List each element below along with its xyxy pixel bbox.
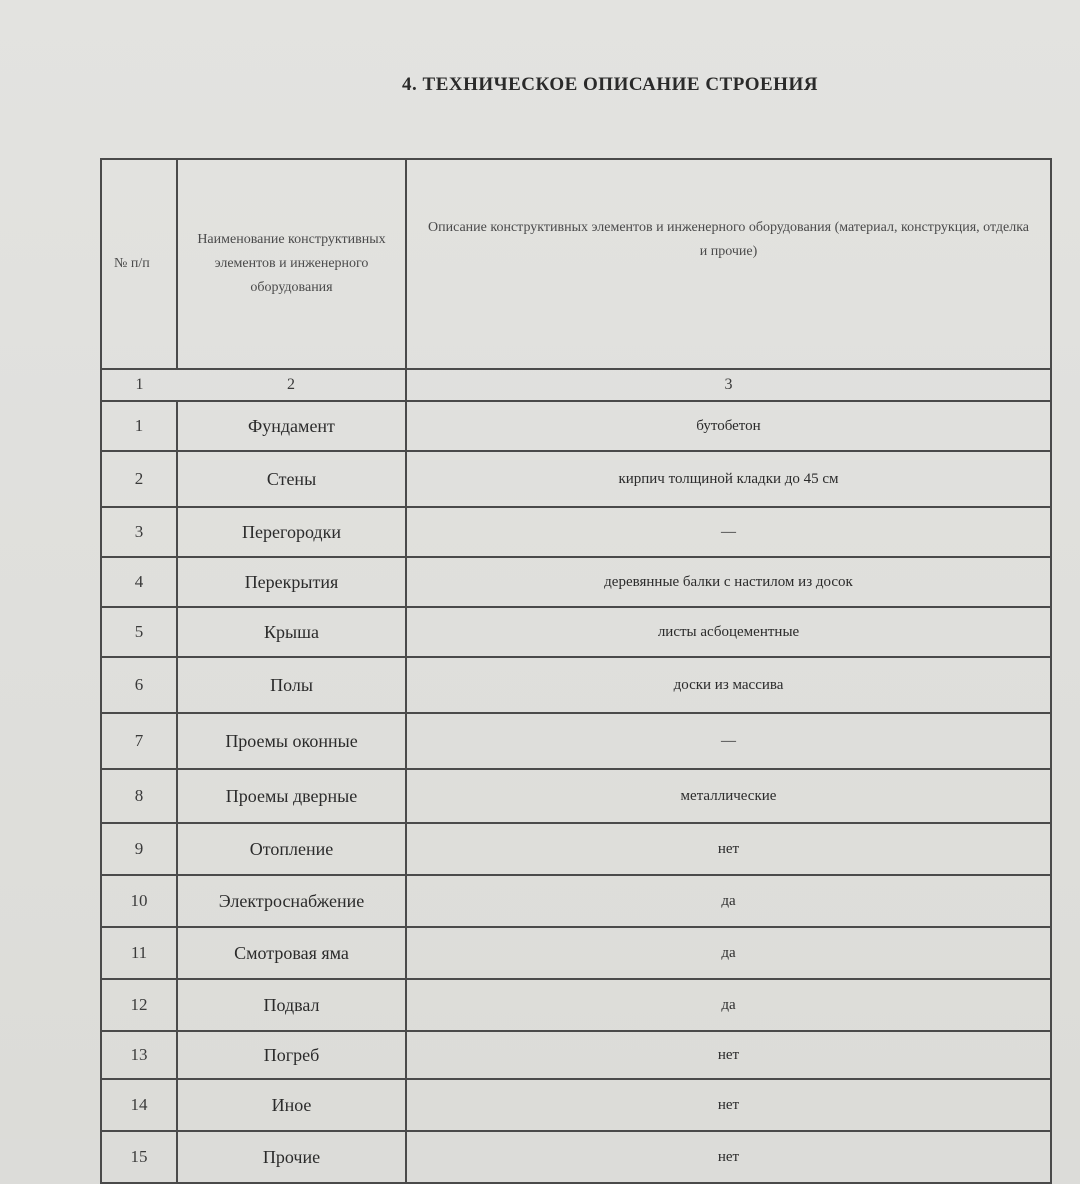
element-name: Перекрытия <box>177 557 406 607</box>
header-number: № п/п <box>101 159 177 369</box>
table-row <box>101 823 1051 875</box>
row-number: 4 <box>101 557 177 607</box>
element-name: Подвал <box>177 979 406 1031</box>
element-name: Стены <box>177 451 406 507</box>
row-number: 9 <box>101 823 177 875</box>
element-name: Проемы оконные <box>177 713 406 769</box>
header-element-name: Наименование конструктивных элементов и инженерного оборудования <box>177 159 406 369</box>
element-description: нет <box>406 1031 1051 1079</box>
table-row <box>101 401 1051 451</box>
element-name: Крыша <box>177 607 406 657</box>
element-name: Прочие <box>177 1131 406 1183</box>
table-row <box>101 1031 1051 1079</box>
element-description: да <box>406 927 1051 979</box>
row-number: 7 <box>101 713 177 769</box>
table-row <box>101 557 1051 607</box>
table-row <box>101 769 1051 823</box>
element-name: Смотровая яма <box>177 927 406 979</box>
table-row <box>101 927 1051 979</box>
row-number: 6 <box>101 657 177 713</box>
element-description: да <box>406 979 1051 1031</box>
table-header-row <box>101 159 1051 369</box>
element-name: Проемы дверные <box>177 769 406 823</box>
table-row <box>101 607 1051 657</box>
row-number: 8 <box>101 769 177 823</box>
table-row <box>101 875 1051 927</box>
column-number: 3 <box>406 369 1051 401</box>
element-description: металлические <box>406 769 1051 823</box>
row-number: 13 <box>101 1031 177 1079</box>
table-row <box>101 713 1051 769</box>
row-number: 14 <box>101 1079 177 1131</box>
element-description: деревянные балки с настилом из досок <box>406 557 1051 607</box>
table-row <box>101 979 1051 1031</box>
row-number: 3 <box>101 507 177 557</box>
row-number: 5 <box>101 607 177 657</box>
element-description: — <box>406 713 1051 769</box>
table-row <box>101 657 1051 713</box>
column-number: 2 <box>177 369 406 401</box>
row-number: 12 <box>101 979 177 1031</box>
element-description: доски из массива <box>406 657 1051 713</box>
element-name: Электроснабжение <box>177 875 406 927</box>
element-name: Иное <box>177 1079 406 1131</box>
element-description: нет <box>406 1131 1051 1183</box>
row-number: 1 <box>101 401 177 451</box>
element-name: Погреб <box>177 1031 406 1079</box>
element-name: Отопление <box>177 823 406 875</box>
table-row <box>101 451 1051 507</box>
element-description: кирпич толщиной кладки до 45 см <box>406 451 1051 507</box>
column-number: 1 <box>101 369 177 401</box>
technical-description-table <box>100 158 1052 1184</box>
table-row <box>101 1079 1051 1131</box>
column-numbers-row <box>101 369 1051 401</box>
element-description: — <box>406 507 1051 557</box>
row-number: 2 <box>101 451 177 507</box>
header-element-description: Описание конструктивных элементов и инженерного оборудования (материал, конструкция, отделка и прочие) <box>406 159 1051 369</box>
element-description: листы асбоцементные <box>406 607 1051 657</box>
element-name: Полы <box>177 657 406 713</box>
row-number: 11 <box>101 927 177 979</box>
element-name: Перегородки <box>177 507 406 557</box>
element-description: нет <box>406 823 1051 875</box>
element-description: бутобетон <box>406 401 1051 451</box>
document-title: 4. ТЕХНИЧЕСКОЕ ОПИСАНИЕ СТРОЕНИЯ <box>402 74 818 95</box>
table-row <box>101 507 1051 557</box>
element-name: Фундамент <box>177 401 406 451</box>
element-description: нет <box>406 1079 1051 1131</box>
element-description: да <box>406 875 1051 927</box>
row-number: 10 <box>101 875 177 927</box>
row-number: 15 <box>101 1131 177 1183</box>
